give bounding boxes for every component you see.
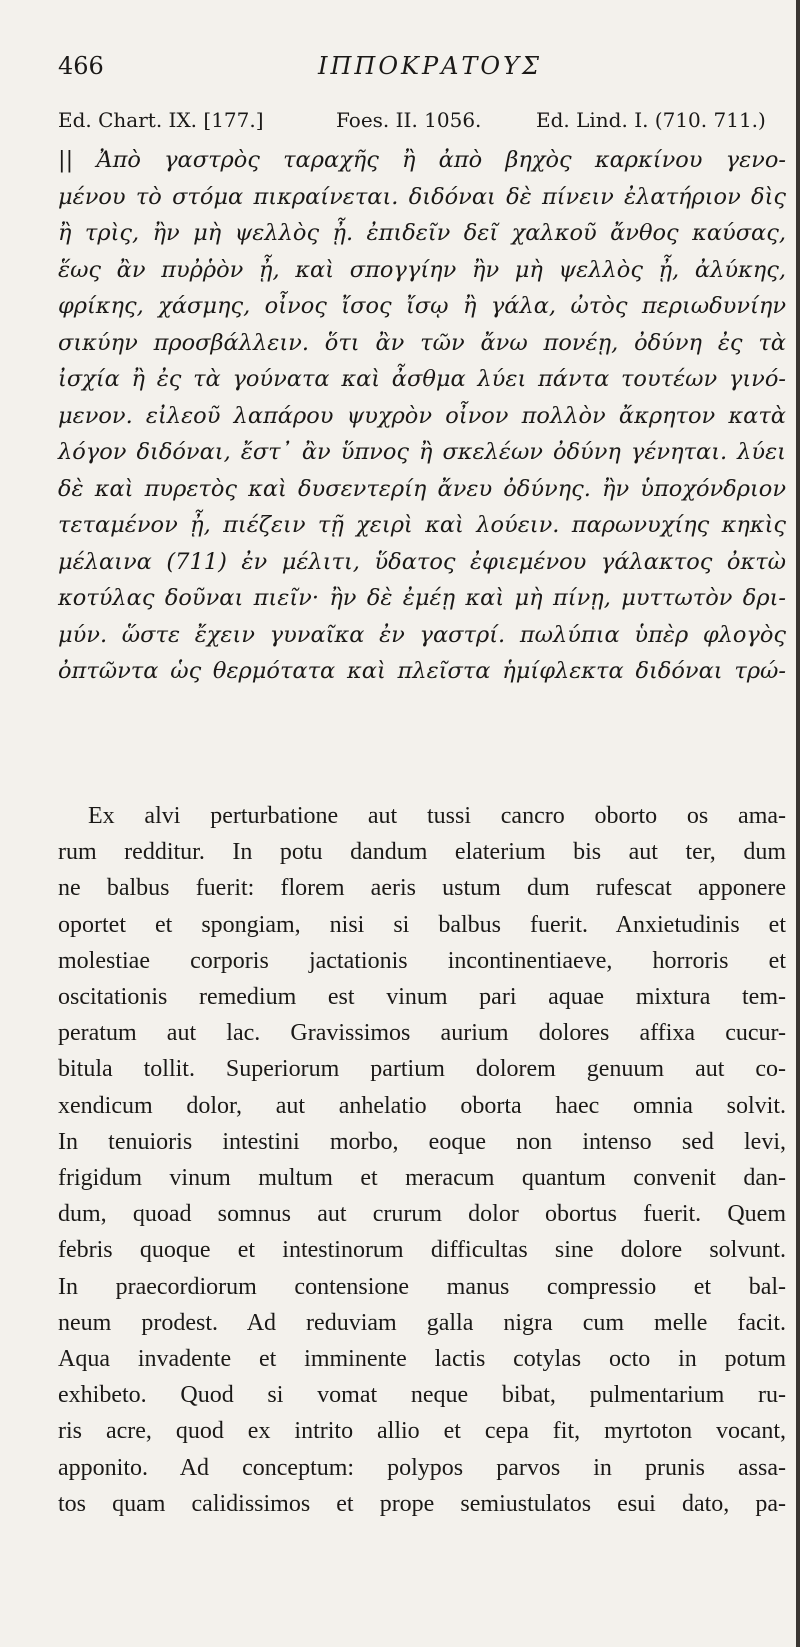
latin-line: apponito. Ad conceptum: polypos parvos in prunis assa- (58, 1454, 786, 1481)
greek-line: λόγον διδόναι, ἔστ᾽ ἂν ὕπνος ἢ σκελέων ὀδύνη γένηται. λύει (58, 439, 786, 465)
latin-line: tos quam calidissimos et prope semiustulatos esui dato, pa- (58, 1490, 786, 1517)
edition-chart: Ed. Chart. IX. [177.] (58, 108, 264, 132)
page-edge-shadow (796, 0, 800, 1647)
greek-line: μενον. εἰλεοῦ λαπάρου ψυχρὸν οἶνον πολλὸν ἄκρητον κατὰ (58, 402, 786, 429)
greek-line: μέλαινα (711) ἐν μέλιτι, ὕδατος ἐφιεμένου γάλακτος ὀκτὼ (58, 548, 786, 575)
edition-lind: Ed. Lind. I. (710. 711.) (536, 108, 766, 132)
latin-line: Ex alvi perturbatione aut tussi cancro oborto os ama- (88, 803, 786, 829)
latin-line: oportet et spongiam, nisi si balbus fuerit. Anxietudinis et (58, 911, 786, 938)
latin-line: frigidum vinum multum et meracum quantum convenit dan- (58, 1165, 786, 1192)
latin-line: In praecordiorum contensione manus compressio et bal- (58, 1273, 786, 1300)
greek-line: ὀπτῶντα ὡς θερμότατα καὶ πλεῖστα ἡμίφλεκτα διδόναι τρώ- (58, 658, 786, 684)
greek-line: δὲ καὶ πυρετὸς καὶ δυσεντερίη ἄνευ ὀδύνης. ἢν ὑποχόνδριον (58, 475, 786, 502)
page-number: 466 (58, 52, 104, 80)
greek-text-block (58, 142, 786, 690)
greek-line: φρίκης, χάσμης, οἶνος ἴσος ἴσῳ ἢ γάλα, ὠτὸς περιωδυνίην (58, 293, 786, 319)
greek-line: || Ἀπὸ γαστρὸς ταραχῆς ἢ ἀπὸ βηχὸς καρκίνου γενο- (58, 147, 786, 173)
latin-line: oscitationis remedium est vinum pari aquae mixtura tem- (58, 984, 786, 1011)
latin-line: dum, quoad somnus aut crurum dolor obortus fuerit. Quem (58, 1201, 786, 1228)
latin-line: In tenuioris intestini morbo, eoque non intenso sed levi, (58, 1128, 786, 1155)
edition-foes: Foes. II. 1056. (336, 108, 482, 132)
latin-line: Aqua invadente et imminente lactis cotylas octo in potum (58, 1346, 786, 1373)
greek-line: κοτύλας δοῦναι πιεῖν· ἢν δὲ ἐμέῃ καὶ μὴ πίνῃ, μυττωτὸν δρι- (58, 585, 786, 611)
greek-line: ἢ τρὶς, ἢν μὴ ψελλὸς ᾖ. ἐπιδεῖν δεῖ χαλκοῦ ἄνθος καύσας, (58, 220, 786, 246)
latin-line: neum prodest. Ad reduviam galla nigra cum melle facit. (58, 1309, 786, 1336)
latin-line: febris quoque et intestinorum difficultas sine dolore solvunt. (58, 1237, 786, 1264)
latin-line: ris acre, quod ex intrito allio et cepa fit, myrtoton vocant, (58, 1418, 786, 1445)
latin-line: molestiae corporis jactationis incontinentiaeve, horroris et (58, 947, 786, 974)
latin-line: rum redditur. In potu dandum elaterium bis aut ter, dum (58, 839, 786, 866)
latin-line: bitula tollit. Superiorum partium dolorem genuum aut co- (58, 1056, 786, 1083)
latin-line: xendicum dolor, aut anhelatio oborta haec omnia solvit. (58, 1092, 786, 1119)
greek-line: σικύην προσβάλλειν. ὅτι ἂν τῶν ἄνω πονέῃ, ὀδύνη ἐς τὰ (58, 329, 786, 356)
latin-text-block (58, 798, 786, 1522)
latin-line: ne balbus fuerit: florem aeris ustum dum rufescat apponere (58, 875, 786, 902)
latin-line: exhibeto. Quod si vomat neque bibat, pulmentarium ru- (58, 1382, 786, 1409)
greek-line: ἕως ἂν πυῤῥὸν ᾖ, καὶ σπογγίην ἢν μὴ ψελλὸς ᾖ, ἀλύκης, (58, 256, 786, 283)
greek-line: τεταμένον ᾖ, πιέζειν τῇ χειρὶ καὶ λούειν. παρωνυχίης κηκὶς (58, 512, 786, 538)
greek-line: ἰσχία ἢ ἐς τὰ γούνατα καὶ ἆσθμα λύει πάντα τουτέων γινό- (58, 366, 786, 392)
greek-line: μύν. ὥστε ἔχειν γυναῖκα ἐν γαστρί. πωλύπια ὑπὲρ φλογὸς (58, 621, 786, 648)
latin-line: peratum aut lac. Gravissimos aurium dolores affixa cucur- (58, 1020, 786, 1047)
greek-line: μένου τὸ στόμα πικραίνεται. διδόναι δὲ πίνειν ἐλατήριον δὶς (58, 183, 786, 210)
running-title: ΙΠΠΟΚΡΑΤΟΥΣ (318, 52, 542, 80)
